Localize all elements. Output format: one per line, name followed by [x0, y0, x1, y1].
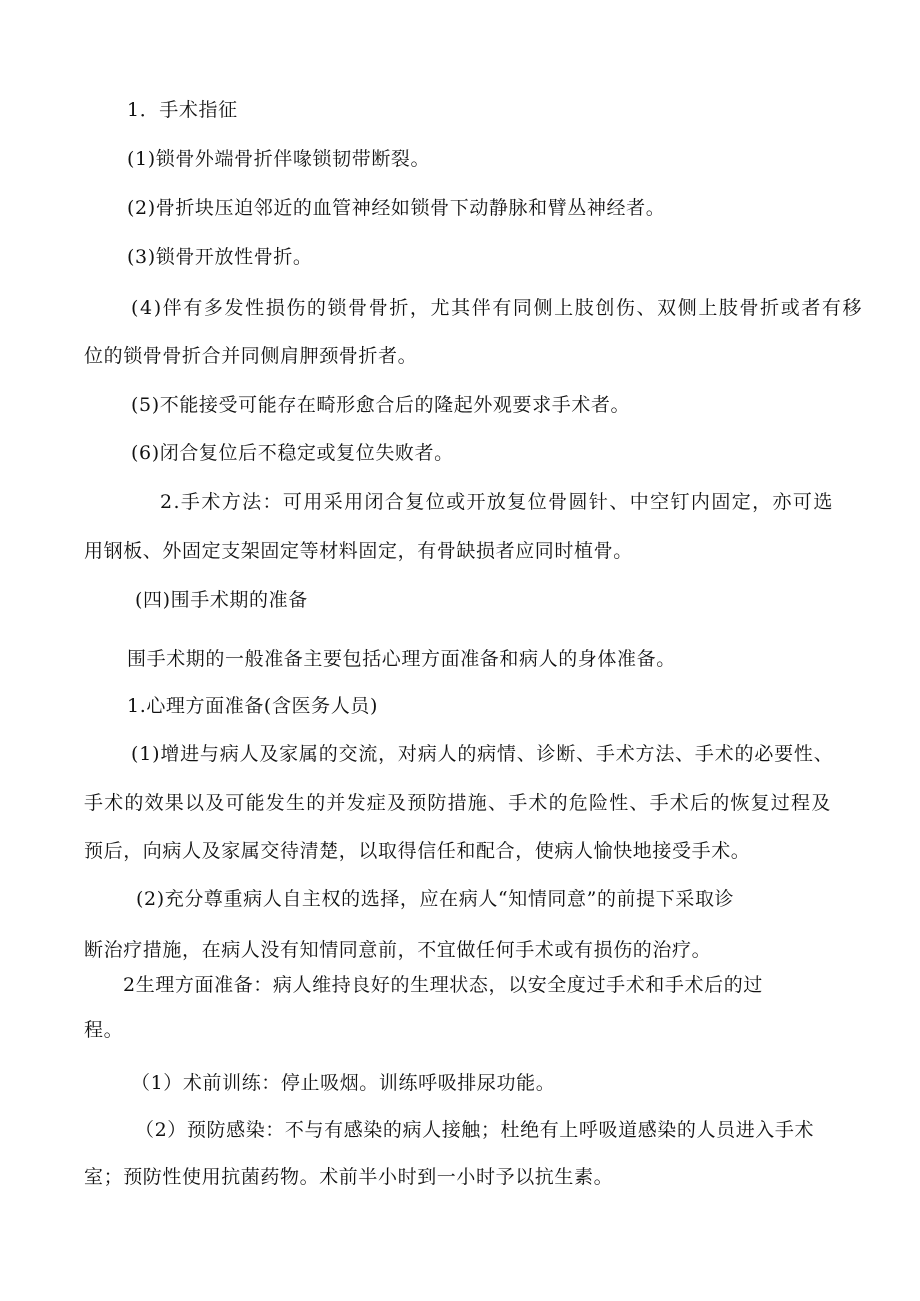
psych-item-2-line-1: (2)充分尊重病人自主权的选择，应在病人“知情同意”的前提下采取诊 [136, 888, 735, 910]
surgical-method-line-1: 2.手术方法：可用采用闭合复位或开放复位骨圆针、中空钉内固定，亦可选 [160, 491, 834, 513]
section-heading-perioperative: (四)围手术期的准备 [135, 589, 308, 611]
indication-item-5: (5)不能接受可能存在畸形愈合后的隆起外观要求手术者。 [131, 394, 631, 416]
psych-item-1-line-2: 手术的效果以及可能发生的并发症及预防措施、手术的危险性、手术后的恢复过程及 [84, 792, 832, 814]
psych-item-1-line-3: 预后，向病人及家属交待清楚，以取得信任和配合，使病人愉快地接受手术。 [84, 840, 751, 862]
indication-item-6: (6)闭合复位后不稳定或复位失败者。 [131, 442, 454, 464]
perioperative-intro: 围手术期的一般准备主要包括心理方面准备和病人的身体准备。 [127, 648, 676, 670]
indication-item-1: (1)锁骨外端骨折伴喙锁韧带断裂。 [127, 148, 431, 170]
psych-item-1-line-1: (1)增进与病人及家属的交流，对病人的病情、诊断、手术方法、手术的必要性、 [131, 743, 834, 765]
indication-item-2: (2)骨折块压迫邻近的血管神经如锁骨下动静脉和臂丛神经者。 [127, 197, 666, 219]
physio-item-2-line-1: （2）预防感染：不与有感染的病人接触；杜绝有上呼吸道感染的人员进入手术 [135, 1119, 815, 1141]
indication-item-3: (3)锁骨开放性骨折。 [127, 246, 313, 268]
physio-item-2-line-2: 室；预防性使用抗菌药物。术前半小时到一小时予以抗生素。 [84, 1166, 614, 1188]
psych-item-2-line-2: 断治疗措施，在病人没有知情同意前，不宜做任何手术或有损伤的治疗。 [84, 939, 712, 961]
physio-item-1: （1）术前训练：停止吸烟。训练呼吸排尿功能。 [131, 1072, 556, 1094]
heading-psychological-prep: 1.心理方面准备(含医务人员) [127, 695, 378, 717]
heading-physiological-prep-line-1: 2生理方面准备：病人维持良好的生理状态，以安全度过手术和手术后的过 [123, 974, 763, 996]
surgical-method-line-2: 用钢板、外固定支架固定等材料固定，有骨缺损者应同时植骨。 [84, 540, 633, 562]
indication-item-4-line-1: (4)伴有多发性损伤的锁骨骨折，尤其伴有同侧上肢创伤、双侧上肢骨折或者有移 [131, 297, 864, 319]
indication-item-4-line-2: 位的锁骨骨折合并同侧肩胛颈骨折者。 [84, 345, 418, 367]
heading-physiological-prep-line-2: 程。 [84, 1019, 124, 1041]
heading-surgical-indications: 1．手术指征 [127, 99, 238, 121]
